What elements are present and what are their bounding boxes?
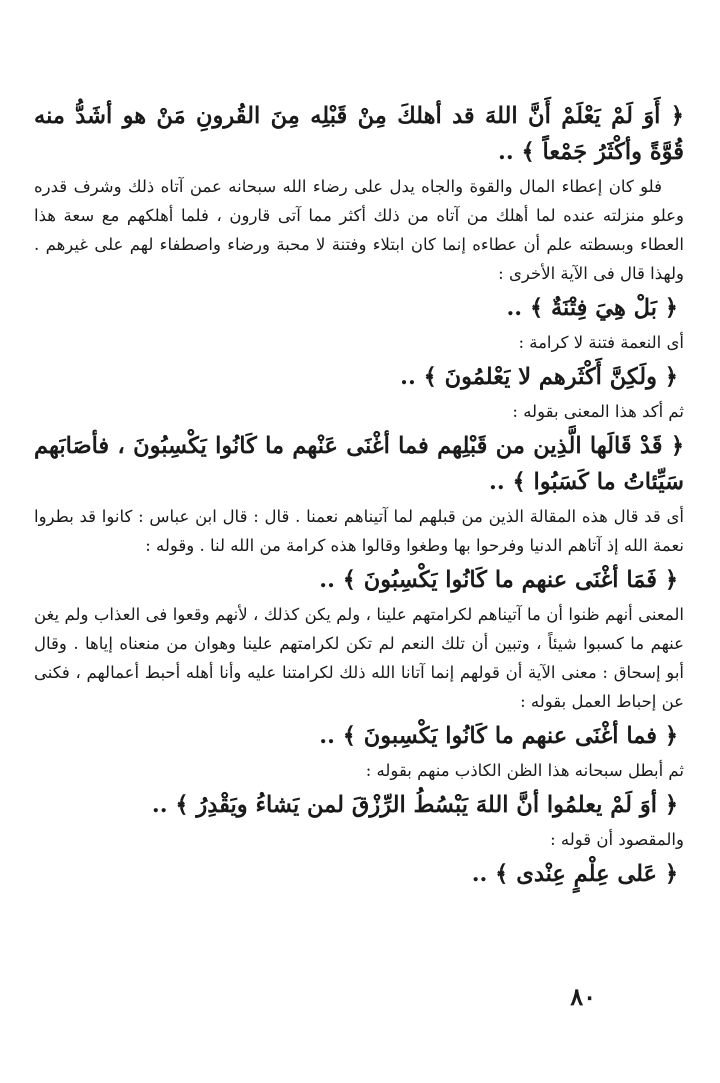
paragraph: فلو كان إعطاء المال والقوة والجاه يدل على رضاء الله سبحانه عمن آتاه ذلك وشرف قدره وعلو منزلته عنده لما أهلك من آتاه من ذلك أكثر مما آتى قارون ، فلما أهلكهم مع سعة هذا العطاء وبسطته علم أن عطاءه إنما كان ابتلاء وفتنة لا محبة ورضاء واصطفاء لهم على غيرهم . ولهذا قال فى الآية الأخرى : <box>34 177 684 283</box>
quran-verse: ﴿ بَلْ هِيَ فِتْنَةٌ ﴾ .. <box>506 295 678 321</box>
paragraph: ثم أكد هذا المعنى بقوله : <box>512 402 684 421</box>
quran-verse: ﴿ ولَكِنَّ أَكْثَرهم لا يَعْلمُونَ ﴾ .. <box>400 364 678 390</box>
quran-verse: ﴿ أوَ لَمْ يعلمُوا أنَّ اللهَ يَبْسُطُ الرِّزْقَ لمن يَشاءُ ويَقْدِرُ ﴾ .. <box>151 792 678 818</box>
paragraph: ثم أبطل سبحانه هذا الظن الكاذب منهم بقوله : <box>365 761 684 780</box>
paragraph: والمقصود أن قوله : <box>550 830 684 849</box>
page-number: ٨٠ <box>570 982 596 1011</box>
paragraph: أى النعمة فتنة لا كرامة : <box>518 333 684 352</box>
quran-verse: ﴿ قَدْ قَالَها الَّذِين من قَبْلِهم فما أغْنَى عَنْهم ما كَانُوا يَكْسِبُونَ ، فأصَابَهم سَيِّئاتُ ما كَسَبُوا ﴾ .. <box>34 433 684 495</box>
quran-verse: ﴿ أَوَ لَمْ يَعْلَمْ أَنَّ اللهَ قد أهلكَ مِنْ قَبْلِه مِنَ القُرونِ مَنْ هو أشَدُّ منه قُوَّةً وأكْثَرُ جَمْعاً ﴾ .. <box>34 103 684 165</box>
paragraph: أى قد قال هذه المقالة الذين من قبلهم لما آتيناهم نعمنا . قال : قال ابن عباس : كانوا قد بطروا نعمة الله إذ آتاهم الدنيا وفرحوا بها وطغوا وقالوا هذه كرامة من الله لنا . وقوله : <box>34 507 684 555</box>
quran-verse: ﴿ فما أغْنَى عنهم ما كَانُوا يَكْسِبونَ ﴾ .. <box>319 723 678 749</box>
quran-verse: ﴿ فَمَا أغْنَى عنهم ما كَانُوا يَكْسِبُونَ ﴾ .. <box>319 567 678 593</box>
page-body <box>34 98 684 894</box>
quran-verse: ﴿ عَلى عِلْمٍ عِنْدى ﴾ .. <box>471 861 678 887</box>
paragraph: المعنى أنهم ظنوا أن ما آتيناهم لكرامتهم علينا ، ولم يكن كذلك ، لأنهم وقعوا فى العذاب ولم يغن عنهم ما كسبوا شيئاً ، وتبين أن تلك النعم لم تكن لكرامتهم علينا وهوان من منعناه إياها . وقال أبو إسحاق : معنى الآية أن قولهم إنما آتانا الله ذلك لكرامتنا عليه وأنا أهله أحبط أعمالهم ، فكنى عن إحباط العمل بقوله : <box>34 605 684 711</box>
